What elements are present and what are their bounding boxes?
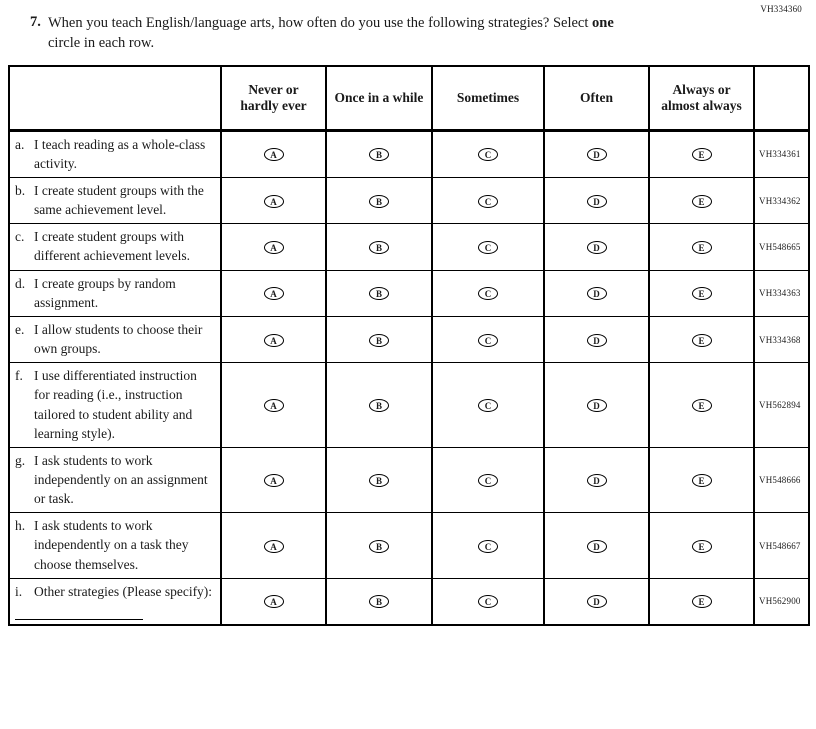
strategy-text xyxy=(15,181,214,219)
answer-bubble-e[interactable]: E xyxy=(692,241,712,254)
row-text: I create student groups with different achievement levels. xyxy=(34,229,191,264)
question-text-part2: circle in each row. xyxy=(48,34,155,51)
answer-bubble-a[interactable]: A xyxy=(264,195,284,208)
table-row xyxy=(9,270,809,316)
question xyxy=(0,0,816,53)
row-letter: b. xyxy=(15,182,26,198)
table-row xyxy=(9,513,809,578)
answer-bubble-d[interactable]: D xyxy=(587,399,607,412)
answer-bubble-e[interactable]: E xyxy=(692,334,712,347)
question-text-part1: When you teach English/language arts, how often do you use the following strategies? Select xyxy=(48,15,593,31)
row-letter: h. xyxy=(15,518,26,534)
header-sometimes: Sometimes xyxy=(432,66,544,130)
write-in-line[interactable] xyxy=(15,610,143,620)
table-row xyxy=(9,578,809,625)
strategy-text xyxy=(15,320,214,358)
row-code: VH562894 xyxy=(754,363,809,448)
answer-bubble-a[interactable]: A xyxy=(264,474,284,487)
strategy-text xyxy=(15,516,214,573)
table-row xyxy=(9,224,809,270)
row-code: VH334361 xyxy=(754,130,809,177)
question-bold-word: one xyxy=(592,15,614,31)
answer-bubble-a[interactable]: A xyxy=(264,148,284,161)
row-code: VH562900 xyxy=(754,578,809,625)
strategy-text xyxy=(15,135,214,173)
form-code: VH334360 xyxy=(760,4,802,14)
row-code: VH548666 xyxy=(754,447,809,512)
strategy-text xyxy=(15,366,214,443)
answer-bubble-a[interactable]: A xyxy=(264,241,284,254)
header-row xyxy=(9,66,809,130)
answer-bubble-b[interactable]: B xyxy=(369,399,389,412)
answer-bubble-c[interactable]: C xyxy=(478,334,498,347)
row-letter: d. xyxy=(15,275,26,291)
answer-bubble-a[interactable]: A xyxy=(264,540,284,553)
row-text: I ask students to work independently on a task they choose themselves. xyxy=(34,518,189,572)
answer-bubble-d[interactable]: D xyxy=(587,148,607,161)
header-once-in-a-while: Once in a while xyxy=(326,66,432,130)
header-always: Always or almost always xyxy=(649,66,754,130)
answer-bubble-e[interactable]: E xyxy=(692,540,712,553)
question-number: 7. xyxy=(30,14,41,30)
table-row xyxy=(9,177,809,223)
answer-bubble-e[interactable]: E xyxy=(692,595,712,608)
answer-bubble-c[interactable]: C xyxy=(478,595,498,608)
row-letter: c. xyxy=(15,229,25,245)
answer-bubble-c[interactable]: C xyxy=(478,287,498,300)
table-row xyxy=(9,130,809,177)
answer-bubble-a[interactable]: A xyxy=(264,334,284,347)
row-letter: i. xyxy=(15,583,23,599)
answer-bubble-d[interactable]: D xyxy=(587,334,607,347)
answer-bubble-d[interactable]: D xyxy=(587,474,607,487)
answer-bubble-b[interactable]: B xyxy=(369,241,389,254)
answer-bubble-b[interactable]: B xyxy=(369,595,389,608)
row-text: I ask students to work independently on an assignment or task. xyxy=(34,452,208,507)
answer-bubble-e[interactable]: E xyxy=(692,195,712,208)
row-text: I create groups by random assignment. xyxy=(34,275,176,310)
answer-bubble-b[interactable]: B xyxy=(369,195,389,208)
answer-bubble-c[interactable]: C xyxy=(478,148,498,161)
question-text xyxy=(48,14,628,53)
strategy-text xyxy=(15,451,214,508)
row-text: I create student groups with the same achievement level. xyxy=(34,182,204,218)
answer-bubble-a[interactable]: A xyxy=(264,287,284,300)
header-blank xyxy=(9,66,221,130)
row-text: Other strategies (Please specify): xyxy=(34,583,213,599)
answer-bubble-d[interactable]: D xyxy=(587,241,607,254)
strategy-text xyxy=(15,274,214,312)
row-letter: f. xyxy=(15,368,23,384)
answer-bubble-d[interactable]: D xyxy=(587,595,607,608)
table-row xyxy=(9,316,809,362)
row-text: I allow students to choose their own groups. xyxy=(34,321,203,357)
table-row xyxy=(9,363,809,448)
row-code: VH548665 xyxy=(754,224,809,270)
answer-bubble-d[interactable]: D xyxy=(587,195,607,208)
header-often: Often xyxy=(544,66,649,130)
strategy-text xyxy=(15,582,214,601)
answer-bubble-e[interactable]: E xyxy=(692,148,712,161)
answer-bubble-a[interactable]: A xyxy=(264,595,284,608)
answer-bubble-b[interactable]: B xyxy=(369,540,389,553)
table-row xyxy=(9,447,809,512)
row-text: I use differentiated instruction for reading (i.e., instruction tailored to student ability and learning style). xyxy=(34,368,197,441)
answer-bubble-c[interactable]: C xyxy=(478,399,498,412)
answer-bubble-a[interactable]: A xyxy=(264,399,284,412)
answer-bubble-b[interactable]: B xyxy=(369,148,389,161)
row-code: VH548667 xyxy=(754,513,809,578)
answer-bubble-e[interactable]: E xyxy=(692,474,712,487)
row-letter: a. xyxy=(15,136,25,152)
header-code-blank xyxy=(754,66,809,130)
header-never: Never or hardly ever xyxy=(221,66,326,130)
answer-bubble-c[interactable]: C xyxy=(478,474,498,487)
answer-bubble-c[interactable]: C xyxy=(478,241,498,254)
row-code: VH334368 xyxy=(754,316,809,362)
answer-bubble-c[interactable]: C xyxy=(478,540,498,553)
answer-bubble-b[interactable]: B xyxy=(369,474,389,487)
answer-bubble-b[interactable]: B xyxy=(369,287,389,300)
row-code: VH334363 xyxy=(754,270,809,316)
row-letter: g. xyxy=(15,452,26,468)
row-text: I teach reading as a whole-class activity. xyxy=(34,136,206,171)
row-code: VH334362 xyxy=(754,177,809,223)
answer-bubble-b[interactable]: B xyxy=(369,334,389,347)
survey-table xyxy=(8,65,810,626)
row-letter: e. xyxy=(15,321,25,337)
answer-bubble-e[interactable]: E xyxy=(692,399,712,412)
answer-bubble-d[interactable]: D xyxy=(587,540,607,553)
answer-bubble-e[interactable]: E xyxy=(692,287,712,300)
answer-bubble-d[interactable]: D xyxy=(587,287,607,300)
answer-bubble-c[interactable]: C xyxy=(478,195,498,208)
strategy-text xyxy=(15,227,214,265)
